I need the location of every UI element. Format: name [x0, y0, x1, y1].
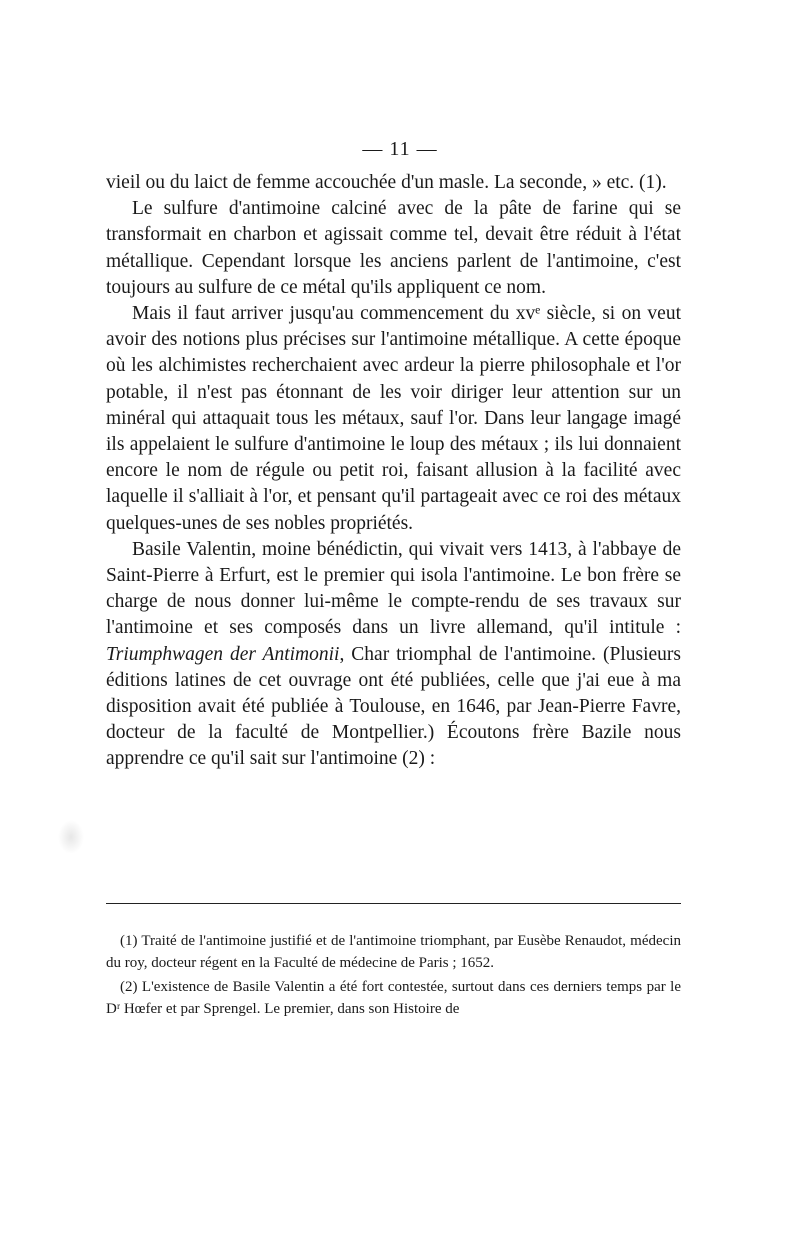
paragraph-4: [106, 537, 681, 773]
page-stain: [58, 820, 84, 854]
footnote-1: (1) Traité de l'antimoine justifié et de l'antimoine triomphant, par Eusèbe Renaudot, médecin du roy, docteur régent en la Faculté de médecine de Paris ; 1652.: [106, 933, 681, 971]
paragraph-3: Mais il faut arriver jusqu'au commencement du xvᵉ siècle, si on veut avoir des notions plus précises sur l'antimoine métallique. A cette époque où les alchimistes recherchaient avec ardeur la pierre philosophale et l'or potable, il n'est pas étonnant de les voir diriger leur attention sur un minéral qui attaquait tous les métaux, sauf l'or. Dans leur langage imagé ils appelaient le sulfure d'antimoine le loup des métaux ; ils lui donnaient encore le nom de régule ou petit roi, faisant allusion à la facilité avec laquelle il s'alliait à l'or, et pensant qu'il partageait avec ce roi des métaux quelques-unes de ses nobles propriétés.: [106, 303, 681, 534]
footnote-divider: [106, 903, 681, 904]
book-title: Triumphwagen der Antimonii: [106, 643, 340, 665]
main-text: [106, 170, 681, 773]
footnote-2: (2) L'existence de Basile Valentin a été fort contestée, surtout dans ces derniers temps par le Dʳ Hœfer et par Sprengel. Le premier, dans son Histoire de: [106, 979, 681, 1017]
paragraph-4-text-a: Basile Valentin, moine bénédictin, qui vivait vers 1413, à l'abbaye de Saint-Pierre à Erfurt, est le premier qui isola l'antimoine. Le bon frère se charge de nous donner lui-même le compte-rendu de ses travaux sur l'antimoine et ses composés dans un livre allemand, qu'il intitule :: [106, 538, 681, 639]
paragraph-4-text-b: , Char triomphal de l'antimoine. (Plusieurs éditions latines de cet ouvrage ont été publiées, celle que j'ai eue à ma disposition avait été publiée à Toulouse, en 1646, par Jean-Pierre Favre, docteur de la faculté de Montpellier.) Écoutons frère Bazile nous apprendre ce qu'il sait sur l'antimoine (2) :: [106, 643, 681, 770]
page-number: — 11 —: [362, 138, 438, 160]
footnotes: [106, 931, 681, 1023]
paragraph-2: Le sulfure d'antimoine calciné avec de la pâte de farine qui se transformait en charbon et agissait comme tel, devait être réduit à l'état métallique. Cependant lorsque les anciens parlent de l'antimoine, c'est toujours au sulfure de ce métal qu'ils appliquent ce nom.: [106, 198, 681, 298]
paragraph-1: vieil ou du laict de femme accouchée d'un masle. La seconde, » etc. (1).: [106, 172, 667, 193]
